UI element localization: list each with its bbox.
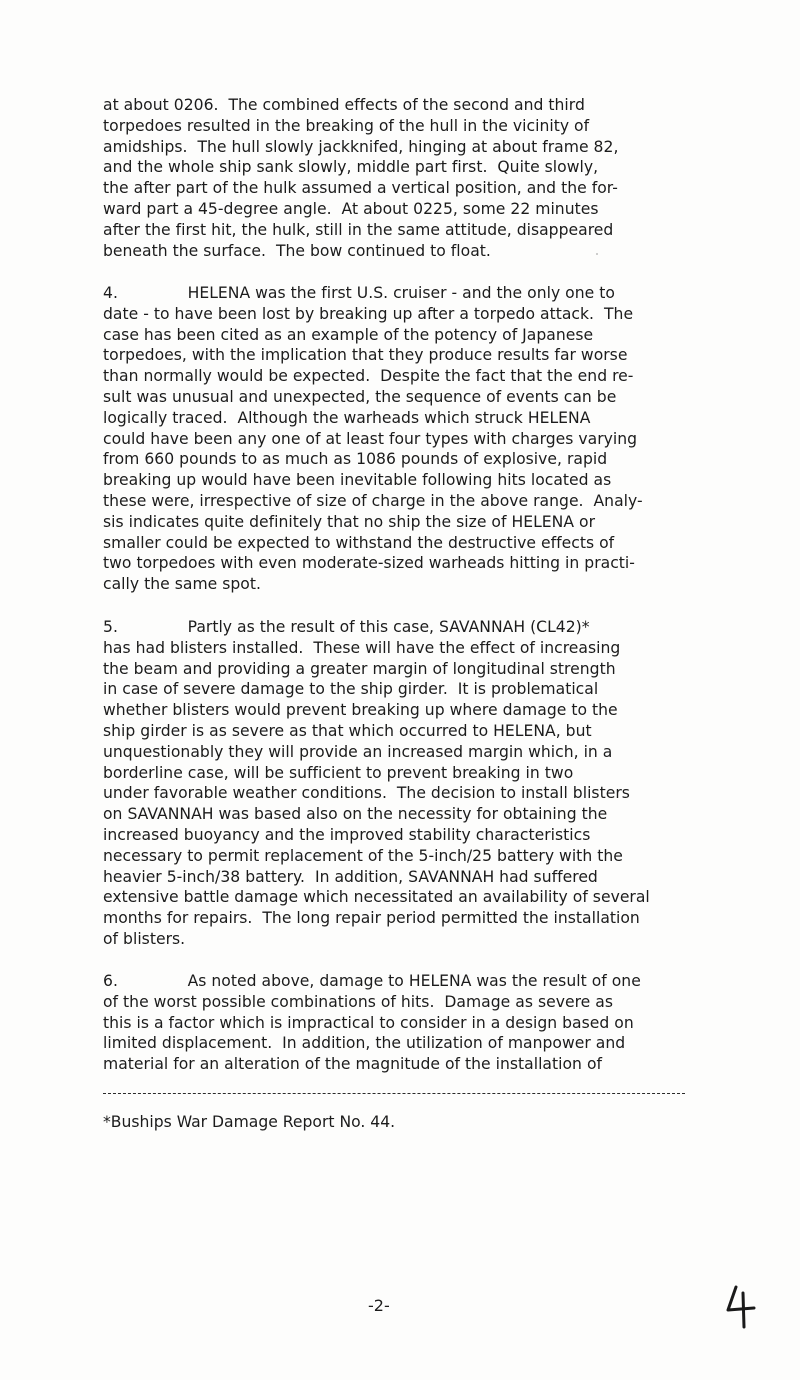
text-line: beneath the surface. The bow continued to float.: [103, 241, 491, 260]
text-line: smaller could be expected to withstand the destructive effects of: [103, 533, 615, 552]
text-line: torpedoes resulted in the breaking of the hull in the vicinity of: [103, 116, 590, 135]
handwritten-page-number: [723, 1285, 757, 1329]
paragraph-6: [103, 971, 723, 1075]
text-line: 6. As noted above, damage to HELENA was the result of one: [103, 972, 641, 990]
text-line: unquestionably they will provide an increased margin which, in a: [103, 742, 613, 761]
text-line: of the worst possible combinations of hits. Damage as severe as: [103, 992, 613, 1011]
text-line: limited displacement. In addition, the utilization of manpower and: [103, 1034, 626, 1053]
text-line: whether blisters would prevent breaking up where damage to the: [103, 701, 618, 720]
text-line: this is a factor which is impractical to consider in a design based on: [103, 1013, 634, 1032]
text-line: 5. Partly as the result of this case, SAVANNAH (CL42)*: [103, 618, 590, 636]
text-line: after the first hit, the hulk, still in the same attitude, disappeared: [103, 220, 614, 239]
text-line: 4. HELENA was the first U.S. cruiser - and the only one to: [103, 284, 615, 302]
text-line: ship girder is as severe as that which occurred to HELENA, but: [103, 721, 592, 740]
text-line: on SAVANNAH was based also on the necessity for obtaining the: [103, 805, 608, 824]
footnote: *Buships War Damage Report No. 44.: [103, 1113, 396, 1131]
paragraph-continuation: [103, 95, 723, 261]
text-line: logically traced. Although the warheads which struck HELENA: [103, 408, 591, 427]
text-line: heavier 5-inch/38 battery. In addition, SAVANNAH had suffered: [103, 867, 598, 886]
text-line: material for an alteration of the magnitude of the installation of: [103, 1055, 603, 1074]
text-line: these were, irrespective of size of charge in the above range. Analy-: [103, 491, 643, 510]
text-line: date - to have been lost by breaking up after a torpedo attack. The: [103, 304, 634, 323]
page-number: -2-: [368, 1296, 390, 1315]
text-line: has had blisters installed. These will have the effect of increasing: [103, 638, 621, 657]
text-line: could have been any one of at least four types with charges varying: [103, 429, 638, 448]
text-line: two torpedoes with even moderate-sized warheads hitting in practi-: [103, 554, 635, 573]
text-line: under favorable weather conditions. The decision to install blisters: [103, 784, 630, 803]
text-line: than normally would be expected. Despite the fact that the end re-: [103, 367, 634, 386]
text-line: sult was unusual and unexpected, the sequence of events can be: [103, 387, 617, 406]
text-line: amidships. The hull slowly jackknifed, hinging at about frame 82,: [103, 137, 619, 156]
text-line: torpedoes, with the implication that they produce results far worse: [103, 346, 628, 365]
text-line: months for repairs. The long repair period permitted the installation: [103, 909, 640, 928]
text-line: increased buoyancy and the improved stability characteristics: [103, 825, 591, 844]
text-line: cally the same spot.: [103, 575, 261, 594]
text-line: necessary to permit replacement of the 5-inch/25 battery with the: [103, 846, 623, 865]
text-line: at about 0206. The combined effects of the second and third: [103, 96, 585, 114]
text-line: breaking up would have been inevitable following hits located as: [103, 471, 612, 490]
text-line: borderline case, will be sufficient to prevent breaking in two: [103, 763, 574, 782]
text-line: the beam and providing a greater margin of longitudinal strength: [103, 659, 616, 678]
paragraph-5: [103, 617, 723, 950]
text-line: and the whole ship sank slowly, middle part first. Quite slowly,: [103, 158, 599, 177]
text-line: of blisters.: [103, 929, 186, 948]
text-line: ward part a 45-degree angle. At about 0225, some 22 minutes: [103, 199, 599, 218]
text-line: in case of severe damage to the ship girder. It is problematical: [103, 680, 599, 699]
text-line: sis indicates quite definitely that no ship the size of HELENA or: [103, 512, 596, 531]
text-line: extensive battle damage which necessitated an availability of several: [103, 888, 650, 907]
paragraph-4: [103, 283, 723, 595]
text-line: from 660 pounds to as much as 1086 pounds of explosive, rapid: [103, 450, 608, 469]
footnote-divider: [103, 1093, 685, 1094]
text-line: the after part of the hulk assumed a vertical position, and the for-: [103, 179, 618, 198]
scan-speck: [596, 253, 598, 255]
text-line: case has been cited as an example of the potency of Japanese: [103, 325, 594, 344]
